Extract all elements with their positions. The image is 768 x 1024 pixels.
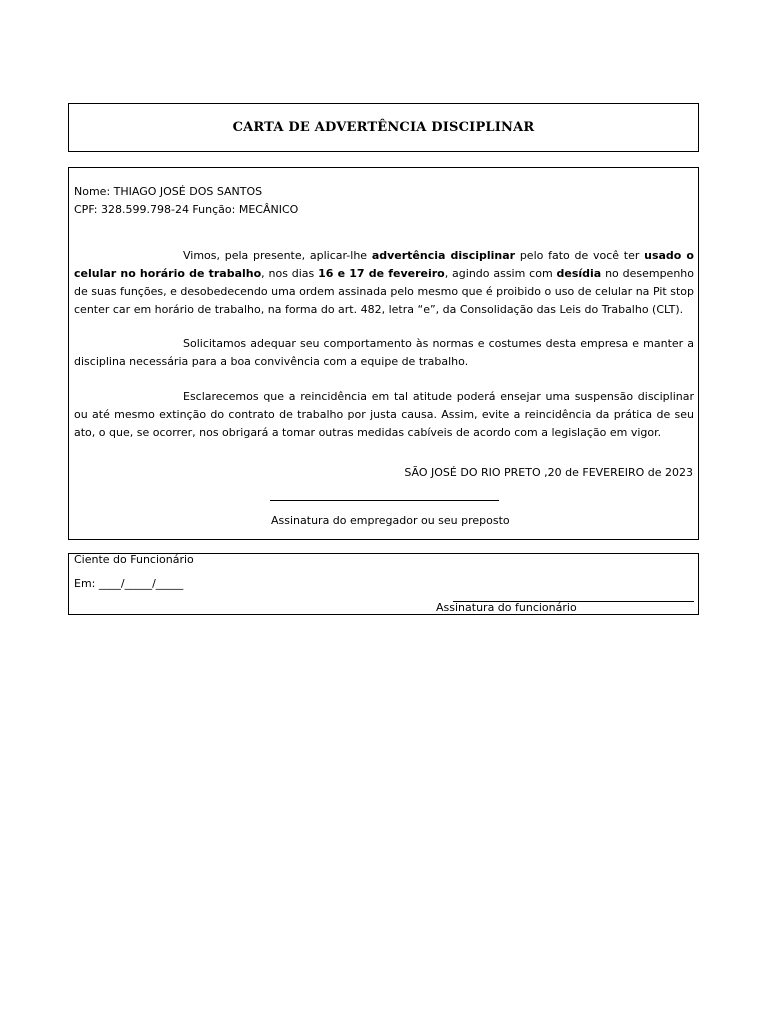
employer-signature-line [270,500,499,501]
paragraph-warning-bold-1: advertência disciplinar [371,249,516,262]
paragraph-warning-bold-4: desídia [556,267,602,280]
paragraph-warning-bold-3: 16 e 17 de fevereiro [318,267,445,280]
paragraph-warning [74,247,694,319]
paragraph-clarification [74,388,694,442]
employer-signature-label: Assinatura do empregador ou seu preposto [271,514,510,527]
acknowledgement-title: Ciente do Funcionário [74,553,194,566]
title-box [68,103,699,152]
paragraph-request-text: Solicitamos adequar seu comportamento às normas e costumes desta empresa e manter a disciplina necessária para a boa convivência com a equipe de trabalho. [74,337,694,368]
paragraph-clarification-text: Esclarecemos que a reincidência em tal atitude poderá ensejar uma suspensão disciplinar ou até mesmo extinção do contrato de trabalho por justa causa. Assim, evite a reincidência da prática de seu ato, o que, se ocorrer, nos obrigará a tomar outras medidas cabíveis de acordo com a legislação em vigor. [74,390,694,439]
employee-name: Nome: THIAGO JOSÉ DOS SANTOS [74,185,263,198]
paragraph-warning-text-3: , nos dias [261,267,319,280]
warning-letter-body [68,167,699,540]
paragraph-warning-text-2: pelo fato de você ter [515,249,645,262]
document-title: CARTA DE ADVERTÊNCIA DISCIPLINAR [232,120,535,135]
place-and-date: SÃO JOSÉ DO RIO PRETO ,20 de FEVEREIRO de 2023 [404,466,693,479]
paragraph-warning-text-1: Vimos, pela presente, aplicar-lhe [183,249,372,262]
paragraph-warning-bold-2: usado o celular no horário de trabalho [74,249,694,280]
employee-cpf-function: CPF: 328.599.798-24 Função: MECÂNICO [74,203,299,216]
paragraph-request [74,335,694,371]
employee-signature-label: Assinatura do funcionário [436,601,577,614]
acknowledgement-date-line: Em: ____/_____/_____ [74,577,184,590]
employee-acknowledgement-box [68,553,699,615]
paragraph-warning-text-5: no desempenho de suas funções, e desobedecendo uma ordem assinada pelo mesmo que é proibido o uso de celular na Pit stop center car em horário de trabalho, na forma do art. 482, letra “e”, da Consolidação das Leis do Trabalho (CLT). [74,267,694,316]
paragraph-warning-text-4: , agindo assim com [444,267,557,280]
